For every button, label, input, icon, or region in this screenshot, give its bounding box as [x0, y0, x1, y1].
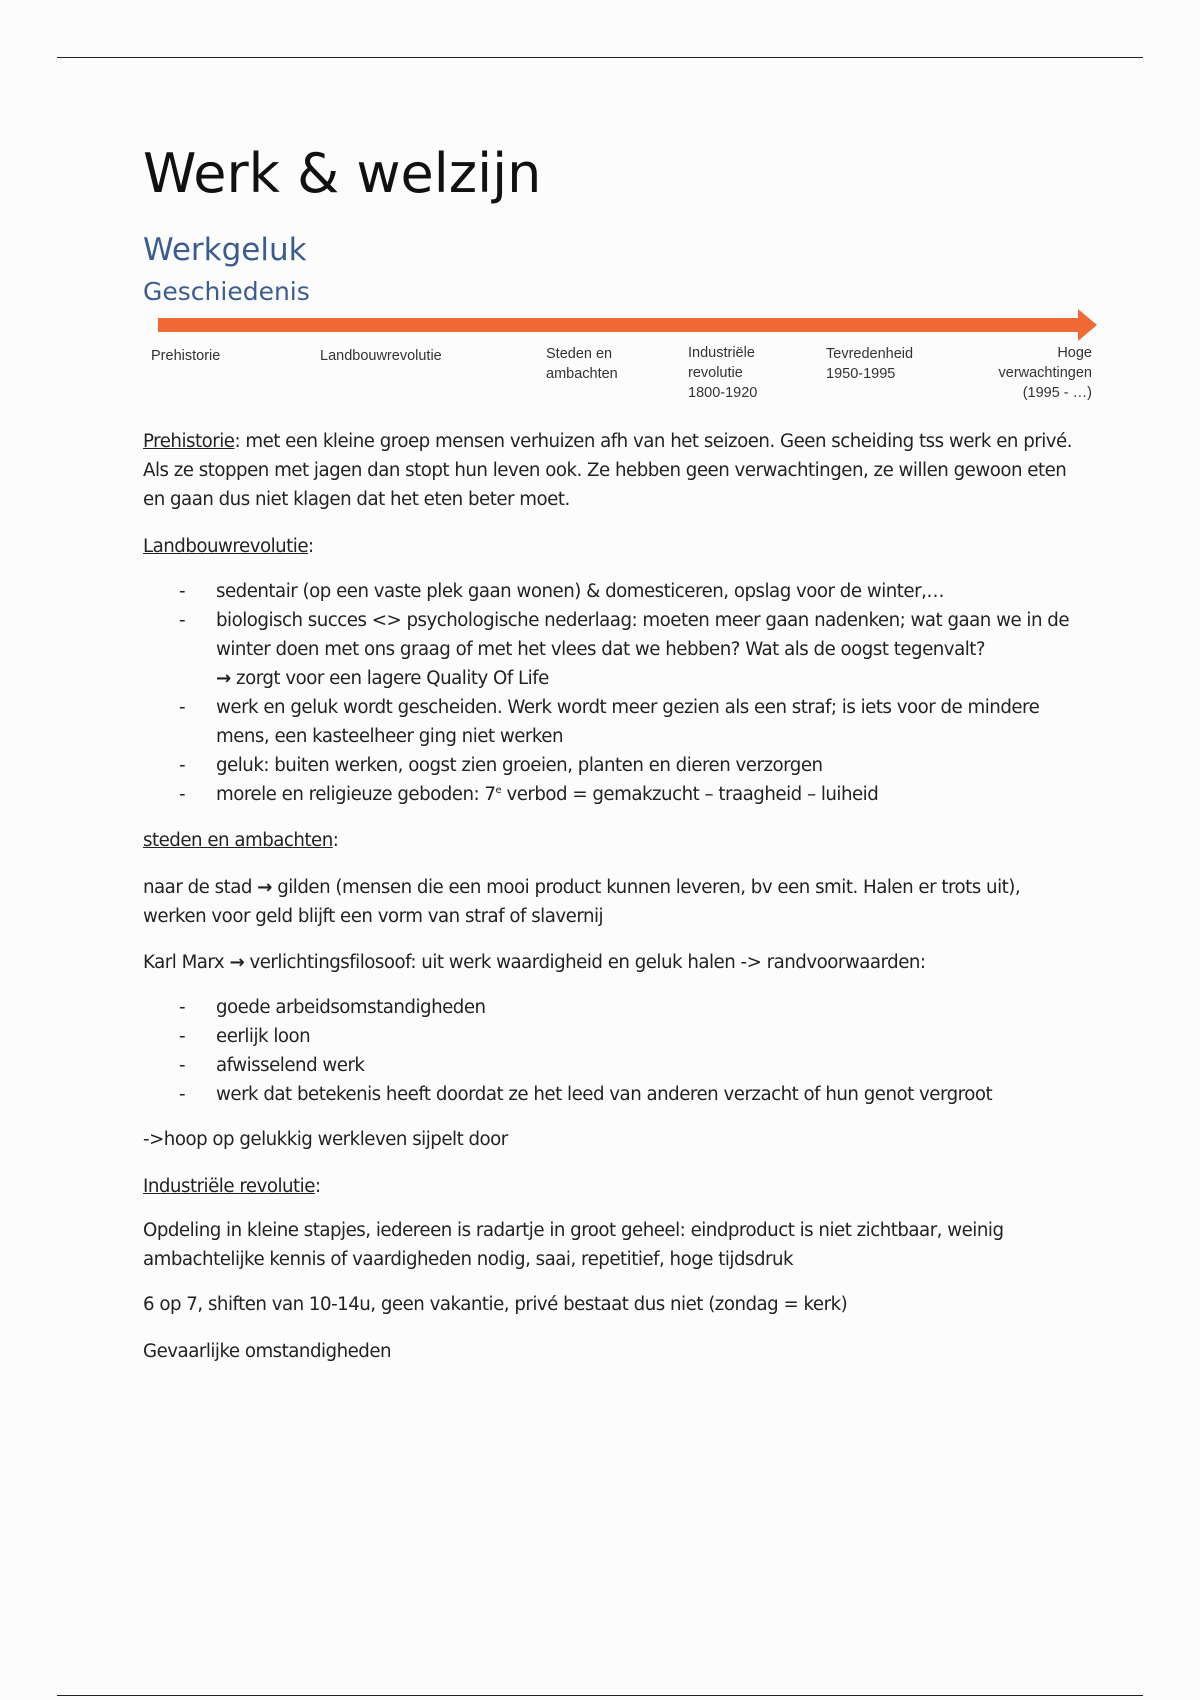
dash-bullet: - — [179, 581, 186, 602]
paragraph-shiften: 6 op 7, shiften van 10-14u, geen vakantie, privé bestaat dus niet (zondag = kerk) — [143, 1294, 848, 1315]
superscript: e — [495, 784, 502, 796]
list-item-text: goede arbeidsomstandigheden — [216, 997, 486, 1018]
arrow-icon: → — [257, 877, 272, 898]
dash-bullet: - — [179, 697, 186, 718]
list-item — [143, 577, 1078, 606]
timeline-label-industriele-revolutie: Industriële revolutie 1800-1920 — [688, 345, 758, 401]
label-landbouwrevolutie: Landbouwrevolutie — [143, 536, 309, 557]
list-item — [143, 993, 1078, 1022]
list-item-text: werk en geluk wordt gescheiden. Werk wordt meer gezien als een straf; is iets voor de mindere mens, een kasteelheer ging niet werken — [216, 697, 1040, 747]
dash-bullet: - — [179, 784, 186, 805]
dash-bullet: - — [179, 1084, 186, 1105]
paragraph-hoop: ->hoop op gelukkig werkleven sijpelt door — [143, 1129, 508, 1150]
list-item — [143, 606, 1078, 693]
timeline-label-prehistorie: Prehistorie — [151, 348, 221, 364]
text: gilden (mensen die een mooi product kunnen leveren, bv een smit. Halen er trots uit), werken voor geld blijft een vorm van straf of slavernij — [143, 877, 1021, 927]
colon: : — [308, 536, 314, 557]
label-prehistorie: Prehistorie — [143, 431, 235, 452]
list-item — [143, 693, 1078, 751]
document-title: Werk & welzijn — [143, 142, 542, 205]
label-steden: steden en ambachten — [143, 830, 333, 851]
list-randvoorwaarden — [143, 993, 1078, 1109]
header-rule — [57, 57, 1143, 58]
arrow-icon: → — [216, 668, 231, 689]
list-item-text: geluk: buiten werken, oogst zien groeien, planten en dieren verzorgen — [216, 755, 823, 776]
dash-bullet: - — [179, 1026, 186, 1047]
dash-bullet: - — [179, 610, 186, 631]
arrow-icon: → — [229, 952, 245, 973]
dash-bullet: - — [179, 1055, 186, 1076]
dash-bullet: - — [179, 997, 186, 1018]
text: naar de stad — [143, 877, 258, 898]
paragraph-naar-de-stad — [143, 873, 1078, 931]
list-item-text: biologisch succes <> psychologische nederlaag: moeten meer gaan nadenken; wat gaan we in de winter doen met ons graag of met het vlees dat we hebben? Wat als de oogst tegenvalt? — [216, 610, 1070, 660]
timeline-arrow-bar — [158, 318, 1080, 332]
footer-rule — [57, 1695, 1143, 1696]
dash-bullet: - — [179, 755, 186, 776]
list-item — [143, 780, 1078, 809]
heading-industriele-revolutie — [143, 1172, 321, 1201]
list-item — [143, 1022, 1078, 1051]
heading-steden-en-ambachten — [143, 826, 338, 855]
heading-werkgeluk: Werkgeluk — [143, 232, 307, 268]
list-item-text: verbod = gemakzucht – traagheid – luiheid — [501, 784, 879, 805]
list-item-text: afwisselend werk — [216, 1055, 365, 1076]
timeline-label-tevredenheid: Tevredenheid 1950-1995 — [826, 346, 914, 382]
list-landbouwrevolutie — [143, 577, 1078, 809]
paragraph-prehistorie — [143, 427, 1078, 514]
timeline-label-hoge-verwachtingen: Hoge verwachtingen (1995 - …) — [998, 345, 1092, 401]
heading-landbouwrevolutie — [143, 532, 314, 561]
text: Karl Marx — [143, 952, 230, 973]
paragraph-gevaarlijk: Gevaarlijke omstandigheden — [143, 1341, 392, 1362]
timeline-label-steden: Steden en ambachten — [546, 346, 618, 382]
timeline-arrow-head — [1078, 309, 1097, 341]
list-item-text: sedentair (op een vaste plek gaan wonen) & domesticeren, opslag voor de winter,… — [216, 581, 945, 602]
text: verlichtingsfilosoof: uit werk waardigheid en geluk halen -> randvoorwaarden: — [244, 952, 926, 973]
label-industrieel: Industriële revolutie — [143, 1176, 315, 1197]
list-item-text: eerlijk loon — [216, 1026, 311, 1047]
paragraph-karl-marx — [143, 948, 1078, 977]
text-prehistorie: : met een kleine groep mensen verhuizen afh van het seizoen. Geen scheiding tss werk en privé. Als ze stoppen met jagen dan stopt hun leven ook. Ze hebben geen verwachtingen, ze willen gewoon eten en gaan dus niet klagen dat het eten beter moet. — [143, 431, 1073, 510]
list-item-text: zorgt voor een lagere Quality Of Life — [236, 668, 549, 689]
colon: : — [314, 1176, 321, 1197]
paragraph-opdeling: Opdeling in kleine stapjes, iedereen is radartje in groot geheel: eindproduct is niet zichtbaar, weinig ambachtelijke kennis of vaardigheden nodig, saai, repetitief, hoge tijdsdruk — [143, 1220, 1004, 1270]
timeline-label-landbouwrevolutie: Landbouwrevolutie — [320, 348, 442, 364]
colon: : — [332, 830, 339, 851]
heading-geschiedenis: Geschiedenis — [143, 277, 310, 306]
list-item-text: werk dat betekenis heeft doordat ze het leed van anderen verzacht of hun genot vergroot — [216, 1084, 993, 1105]
list-item-text: morele en religieuze geboden: 7 — [216, 784, 496, 805]
list-item — [143, 1051, 1078, 1080]
timeline-graphic — [150, 306, 1100, 416]
list-item — [143, 751, 1078, 780]
list-item — [143, 1080, 1078, 1109]
